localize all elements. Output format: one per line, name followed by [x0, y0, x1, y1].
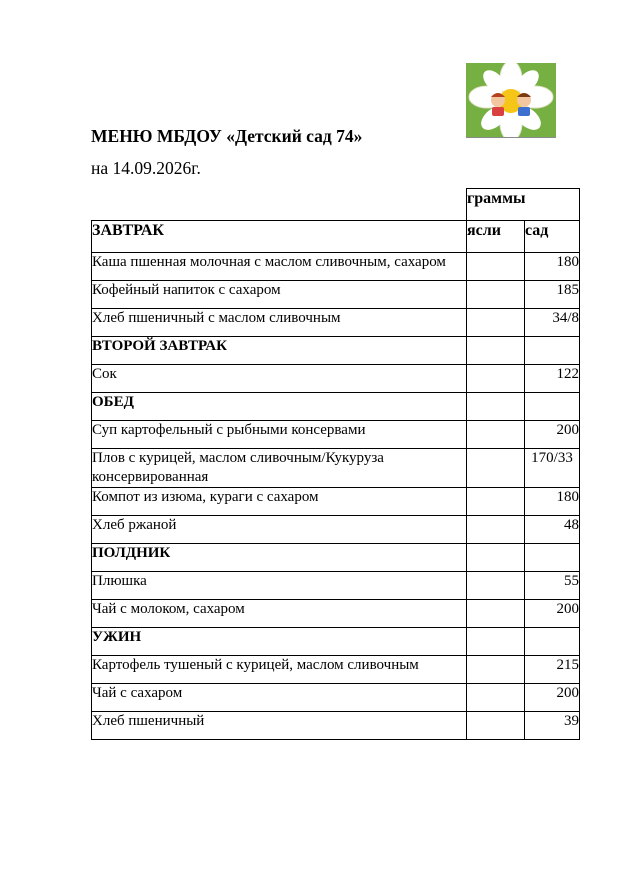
dish-name: Плов с курицей, маслом сливочным/Кукуруза консервированная [92, 449, 467, 488]
dish-name: Плюшка [92, 572, 467, 600]
menu-item-row [92, 712, 580, 740]
dish-sad-grams: 200 [525, 684, 580, 712]
menu-date: на 14.09.2026г. [91, 158, 201, 178]
section-row [92, 221, 580, 253]
dish-yasli-grams [467, 684, 525, 712]
section-title: ОБЕД [92, 393, 467, 421]
section-row [92, 544, 580, 572]
dish-sad-grams: 122 [525, 365, 580, 393]
dish-name: Суп картофельный с рыбными консервами [92, 421, 467, 449]
dish-sad-grams: 200 [525, 421, 580, 449]
dish-yasli-grams [467, 365, 525, 393]
column-sad: сад [525, 221, 580, 253]
section-title: ПОЛДНИК [92, 544, 467, 572]
section-title: ВТОРОЙ ЗАВТРАК [92, 337, 467, 365]
dish-sad-grams: 185 [525, 281, 580, 309]
dish-name: Компот из изюма, кураги с сахаром [92, 488, 467, 516]
dish-name: Кофейный напиток с сахаром [92, 281, 467, 309]
dish-yasli-grams [467, 572, 525, 600]
dish-sad-grams: 48 [525, 516, 580, 544]
section-yasli-cell [467, 628, 525, 656]
dish-sad-grams: 180 [525, 253, 580, 281]
dish-sad-grams: 170/33 [525, 449, 580, 488]
dish-sad-grams: 55 [525, 572, 580, 600]
dish-yasli-grams [467, 253, 525, 281]
menu-item-row [92, 516, 580, 544]
section-row [92, 628, 580, 656]
section-yasli-cell [467, 393, 525, 421]
menu-table [91, 188, 580, 740]
dish-yasli-grams [467, 712, 525, 740]
grams-header: граммы [467, 189, 580, 221]
section-title: УЖИН [92, 628, 467, 656]
dish-yasli-grams [467, 421, 525, 449]
dish-sad-grams: 180 [525, 488, 580, 516]
dish-yasli-grams [467, 281, 525, 309]
menu-item-row [92, 449, 580, 488]
dish-sad-grams: 34/8 [525, 309, 580, 337]
section-yasli-cell [467, 337, 525, 365]
dish-yasli-grams [467, 309, 525, 337]
dish-name: Каша пшенная молочная с маслом сливочным, сахаром [92, 253, 467, 281]
dish-yasli-grams [467, 600, 525, 628]
menu-item-row [92, 309, 580, 337]
page-title: МЕНЮ МБДОУ «Детский сад 74» [91, 126, 363, 146]
flower-logo-icon [466, 63, 556, 137]
menu-item-row [92, 684, 580, 712]
section-sad-cell [525, 628, 580, 656]
section-sad-cell [525, 393, 580, 421]
menu-item-row [92, 656, 580, 684]
dish-yasli-grams [467, 656, 525, 684]
menu-item-row [92, 365, 580, 393]
section-sad-cell [525, 544, 580, 572]
section-row [92, 393, 580, 421]
section-yasli-cell [467, 544, 525, 572]
menu-item-row [92, 421, 580, 449]
grams-header-row [92, 189, 580, 221]
dish-yasli-grams [467, 488, 525, 516]
dish-sad-grams: 215 [525, 656, 580, 684]
section-sad-cell [525, 337, 580, 365]
dish-yasli-grams [467, 449, 525, 488]
menu-item-row [92, 600, 580, 628]
section-title: ЗАВТРАК [92, 221, 467, 253]
dish-name: Хлеб пшеничный [92, 712, 467, 740]
dish-sad-grams: 200 [525, 600, 580, 628]
menu-item-row [92, 572, 580, 600]
dish-name: Чай с молоком, сахаром [92, 600, 467, 628]
dish-name: Сок [92, 365, 467, 393]
menu-item-row [92, 488, 580, 516]
dish-name: Хлеб ржаной [92, 516, 467, 544]
section-row [92, 337, 580, 365]
dish-sad-grams: 39 [525, 712, 580, 740]
kindergarten-logo [466, 63, 556, 138]
dish-yasli-grams [467, 516, 525, 544]
menu-item-row [92, 253, 580, 281]
column-yasli: ясли [467, 221, 525, 253]
dish-name: Чай с сахаром [92, 684, 467, 712]
menu-item-row [92, 281, 580, 309]
dish-name: Хлеб пшеничный с маслом сливочным [92, 309, 467, 337]
dish-name: Картофель тушеный с курицей, маслом сливочным [92, 656, 467, 684]
